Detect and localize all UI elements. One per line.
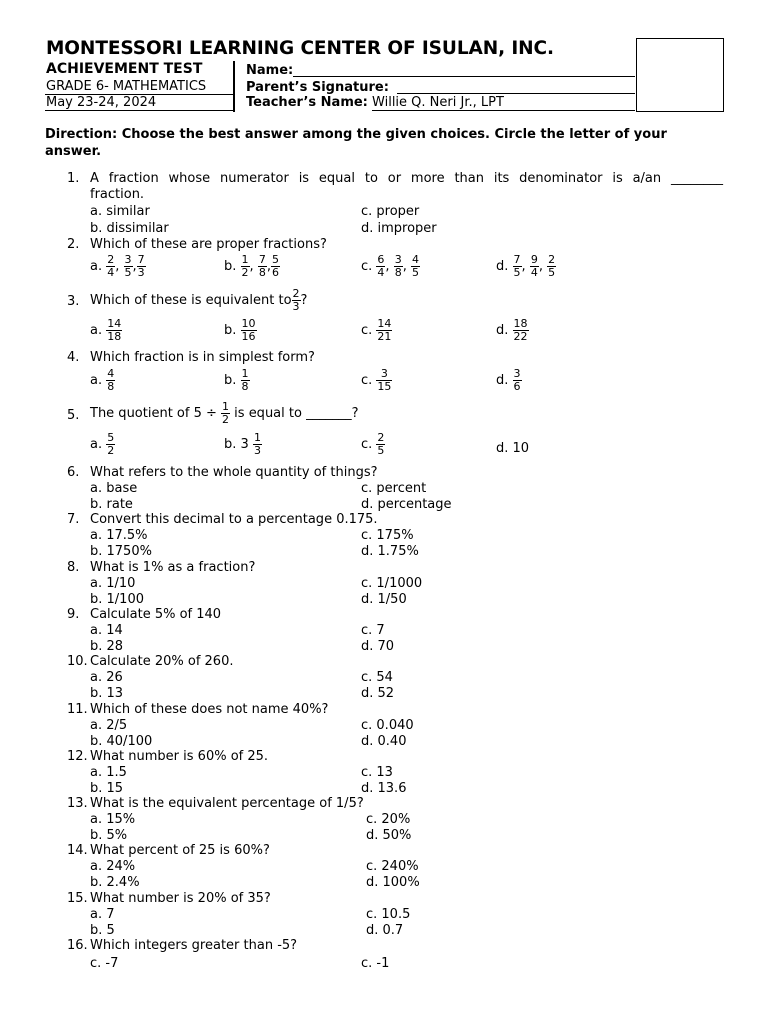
- q10-choice-a[interactable]: a. 26: [90, 670, 123, 686]
- q15-choice-a[interactable]: a. 7: [90, 906, 115, 922]
- header-divider-2: [45, 110, 234, 111]
- choice-letter: a.: [90, 323, 103, 338]
- q13-text: What is the equivalent percentage of 1/5?: [90, 796, 364, 812]
- q12-number: 12.: [67, 748, 88, 764]
- q4-choice-d[interactable]: [496, 368, 522, 393]
- q6-choice-a[interactable]: a. base: [90, 481, 138, 496]
- fraction: $\frac{5}{2}$: [107, 431, 115, 457]
- choice-letter: c.: [361, 437, 373, 452]
- q1-number: 1.: [67, 171, 80, 186]
- q16-text: Which integers greater than -5?: [90, 938, 298, 953]
- choice-letter: b.: [224, 373, 237, 388]
- q1-text: A fraction whose numerator is equal to or more than its denominator is a/an ________: [90, 171, 723, 186]
- q11-choice-b[interactable]: b. 40/100: [90, 733, 153, 749]
- fraction: $\frac{3}{8}$: [394, 253, 402, 279]
- q7-text: Convert this decimal to a percentage 0.175.: [90, 512, 378, 528]
- q4-choice-a[interactable]: [90, 368, 115, 393]
- q13-choice-b[interactable]: b. 5%: [90, 828, 128, 844]
- fraction: $\frac{6}{4}$: [377, 253, 385, 279]
- q2-choice-a[interactable]: a. $\frac{2}{4}$ , $\frac{3}{5}$ , $\frac{7}{3}$: [90, 253, 145, 279]
- q10-text: Calculate 20% of 260.: [90, 654, 234, 670]
- q15-choice-b[interactable]: b. 5: [90, 922, 115, 938]
- q5-choice-c[interactable]: [361, 432, 385, 457]
- choice-letter: a.: [90, 259, 103, 274]
- q16-choice-second[interactable]: c. -1: [361, 956, 390, 971]
- q15-number: 15.: [67, 890, 88, 906]
- q9-choice-d[interactable]: d. 70: [361, 638, 395, 654]
- q15-choice-d[interactable]: d. 0.7: [366, 922, 404, 938]
- fraction: $\frac{3}{5}$: [124, 253, 132, 279]
- fraction: $\frac{4}{5}$: [411, 253, 419, 279]
- q11-number: 11.: [67, 701, 88, 717]
- q9-choice-b[interactable]: b. 28: [90, 638, 124, 654]
- q2-text: Which of these are proper fractions?: [90, 237, 327, 252]
- q7-choice-d[interactable]: d. 1.75%: [361, 544, 419, 560]
- fraction: $\frac{2}{3}$: [292, 287, 300, 313]
- q8-choice-c[interactable]: c. 1/1000: [361, 575, 423, 591]
- test-date: May 23-24, 2024: [46, 95, 157, 110]
- fraction: $\frac{2}{4}$: [107, 253, 115, 279]
- q10-choice-c[interactable]: c. 54: [361, 670, 393, 686]
- q16-choice-first[interactable]: c. -7: [90, 956, 119, 971]
- q4-choice-c[interactable]: [361, 368, 392, 393]
- q14-choice-d[interactable]: d. 100%: [366, 875, 420, 891]
- fraction: $\frac{7}{3}$: [137, 253, 145, 279]
- fraction: $\frac{3}{15}$: [377, 367, 392, 393]
- fraction: $\frac{7}{5}$: [513, 253, 521, 279]
- q6-choice-c[interactable]: c. percent: [361, 481, 427, 496]
- q9-number: 9.: [67, 606, 80, 622]
- q7-choice-c[interactable]: c. 175%: [361, 528, 414, 544]
- q9-choice-c[interactable]: c. 7: [361, 622, 385, 638]
- q1-choice-d[interactable]: d. improper: [361, 221, 437, 236]
- q15-choice-c[interactable]: c. 10.5: [366, 906, 411, 922]
- q14-choice-c[interactable]: c. 240%: [366, 859, 419, 875]
- q7-choice-a[interactable]: a. 17.5%: [90, 528, 148, 544]
- choice-letter: a.: [90, 437, 103, 452]
- q8-number: 8.: [67, 559, 80, 575]
- choice-letter: b.: [224, 323, 237, 338]
- q10-choice-b[interactable]: b. 13: [90, 686, 124, 702]
- q11-choice-c[interactable]: c. 0.040: [361, 717, 414, 733]
- choice-letter: b.: [224, 259, 237, 274]
- fraction: $\frac{1}{8}$: [241, 367, 249, 393]
- q12-choice-b[interactable]: b. 15: [90, 780, 124, 796]
- q11-choice-a[interactable]: a. 2/5: [90, 717, 128, 733]
- q14-choice-b[interactable]: b. 2.4%: [90, 875, 140, 891]
- q7-choice-b[interactable]: b. 1750%: [90, 544, 152, 560]
- q13-choice-a[interactable]: a. 15%: [90, 812, 136, 828]
- header-vertical-rule: [233, 61, 235, 112]
- q2-number: 2.: [67, 237, 80, 252]
- q13-choice-c[interactable]: c. 20%: [366, 812, 411, 828]
- q12-choice-c[interactable]: c. 13: [361, 764, 393, 780]
- q8-choice-b[interactable]: b. 1/100: [90, 591, 144, 607]
- q3-choice-b[interactable]: [224, 318, 257, 343]
- fraction: $\frac{18}{22}$: [513, 317, 528, 343]
- school-name: MONTESSORI LEARNING CENTER OF ISULAN, INC.: [46, 38, 554, 59]
- q14-choice-a[interactable]: a. 24%: [90, 859, 136, 875]
- q10-number: 10.: [67, 654, 88, 670]
- direction: Direction: Choose the best answer among the given choices. Circle the letter of your answer.: [45, 127, 667, 159]
- teacher-name: Willie Q. Neri Jr., LPT: [372, 95, 504, 110]
- q2-choice-d[interactable]: d. $\frac{7}{5}$ , $\frac{9}{4}$ , $\frac{2}{5}$: [496, 253, 556, 279]
- q3-choice-c[interactable]: [361, 318, 392, 343]
- q3-choice-a[interactable]: [90, 318, 122, 343]
- q9-text: Calculate 5% of 140: [90, 606, 222, 622]
- q12-choice-a[interactable]: a. 1.5: [90, 764, 127, 780]
- q6-text: What refers to the whole quantity of things?: [90, 465, 378, 480]
- q8-choice-a[interactable]: a. 1/10: [90, 575, 136, 591]
- q11-choice-d[interactable]: d. 0.40: [361, 733, 407, 749]
- q11-text: Which of these does not name 40%?: [90, 701, 329, 717]
- fraction: $\frac{10}{16}$: [241, 317, 256, 343]
- grade-subject: GRADE 6- MATHEMATICS: [46, 79, 207, 94]
- fraction: $\frac{2}{5}$: [377, 431, 385, 457]
- q14-number: 14.: [67, 843, 88, 859]
- choice-letter: b. 3: [224, 437, 249, 452]
- q16-number: 16.: [67, 938, 88, 953]
- fraction: $\frac{9}{4}$: [530, 253, 538, 279]
- choice-letter: a.: [90, 373, 103, 388]
- parent-signature-label: Parent’s Signature:: [246, 80, 389, 95]
- q6-choice-d[interactable]: d. percentage: [361, 497, 452, 512]
- fraction: $\frac{3}{6}$: [513, 367, 521, 393]
- q1-choice-a[interactable]: a. similar: [90, 204, 150, 219]
- fraction: $\frac{5}{6}$: [271, 253, 279, 279]
- choice-letter: d.: [496, 259, 509, 274]
- fraction: $\frac{4}{8}$: [107, 367, 115, 393]
- fraction: $\frac{14}{21}$: [377, 317, 392, 343]
- q8-text: What is 1% as a fraction?: [90, 559, 256, 575]
- q14-text: What percent of 25 is 60%?: [90, 843, 270, 859]
- q12-text: What number is 60% of 25.: [90, 748, 269, 764]
- q2-choice-b[interactable]: b. $\frac{1}{2}$ , $\frac{7}{8}$ , $\frac{5}{6}$: [224, 253, 279, 279]
- teacher-label: Teacher’s Name:: [246, 95, 368, 110]
- teacher-underline: [372, 110, 635, 111]
- choice-letter: d.: [496, 323, 509, 338]
- q5-choice-a[interactable]: [90, 432, 115, 457]
- q5-choice-d[interactable]: d. 10: [496, 441, 530, 456]
- q3-choice-d[interactable]: [496, 318, 529, 343]
- q1-choice-c[interactable]: c. proper: [361, 204, 420, 219]
- choice-letter: c.: [361, 373, 373, 388]
- q15-text: What number is 20% of 35?: [90, 890, 271, 906]
- fraction: $\frac{1}{2}$: [241, 253, 249, 279]
- q5-choice-b[interactable]: [224, 432, 262, 457]
- name-label: Name:: [246, 63, 294, 78]
- q10-choice-d[interactable]: d. 52: [361, 686, 395, 702]
- q6-choice-b[interactable]: b. rate: [90, 497, 133, 512]
- photo-box: [636, 38, 724, 112]
- q12-choice-d[interactable]: d. 13.6: [361, 780, 407, 796]
- q13-number: 13.: [67, 796, 88, 812]
- fraction: $\frac{1}{2}$: [222, 400, 230, 426]
- fraction: $\frac{7}{8}$: [258, 253, 266, 279]
- q13-choice-d[interactable]: d. 50%: [366, 828, 412, 844]
- parent-signature-field[interactable]: [397, 93, 635, 94]
- q5-text: The quotient of 5 ÷ $\frac{1}{2}$ is equal to _______?: [90, 400, 359, 426]
- q4-text: Which fraction is in simplest form?: [90, 350, 315, 365]
- choice-letter: c.: [361, 323, 373, 338]
- q9-choice-a[interactable]: a. 14: [90, 622, 123, 638]
- q3-text: Which of these is equivalent to $\frac{2}{3}$ ?: [90, 287, 308, 313]
- q8-choice-d[interactable]: d. 1/50: [361, 591, 407, 607]
- fraction: $\frac{1}{3}$: [253, 431, 261, 457]
- q6-number: 6.: [67, 465, 80, 480]
- fraction: $\frac{14}{18}$: [107, 317, 122, 343]
- q4-choice-b[interactable]: [224, 368, 250, 393]
- header-divider-1: [45, 94, 234, 95]
- choice-letter: d.: [496, 373, 509, 388]
- q1-choice-b[interactable]: b. dissimilar: [90, 221, 169, 236]
- teacher-line: [246, 95, 504, 110]
- q7-number: 7.: [67, 512, 80, 528]
- choice-letter: c.: [361, 259, 373, 274]
- q3-number: 3.: [67, 294, 80, 309]
- q2-choice-c[interactable]: c. $\frac{6}{4}$ , $\frac{3}{8}$ , $\frac{4}{5}$: [361, 253, 419, 279]
- q1-text-cont: fraction.: [90, 187, 145, 202]
- q4-number: 4.: [67, 350, 80, 365]
- test-title: ACHIEVEMENT TEST: [46, 61, 203, 77]
- fraction: $\frac{2}{5}$: [548, 253, 556, 279]
- q5-number: 5.: [67, 408, 80, 423]
- name-field[interactable]: [293, 76, 635, 77]
